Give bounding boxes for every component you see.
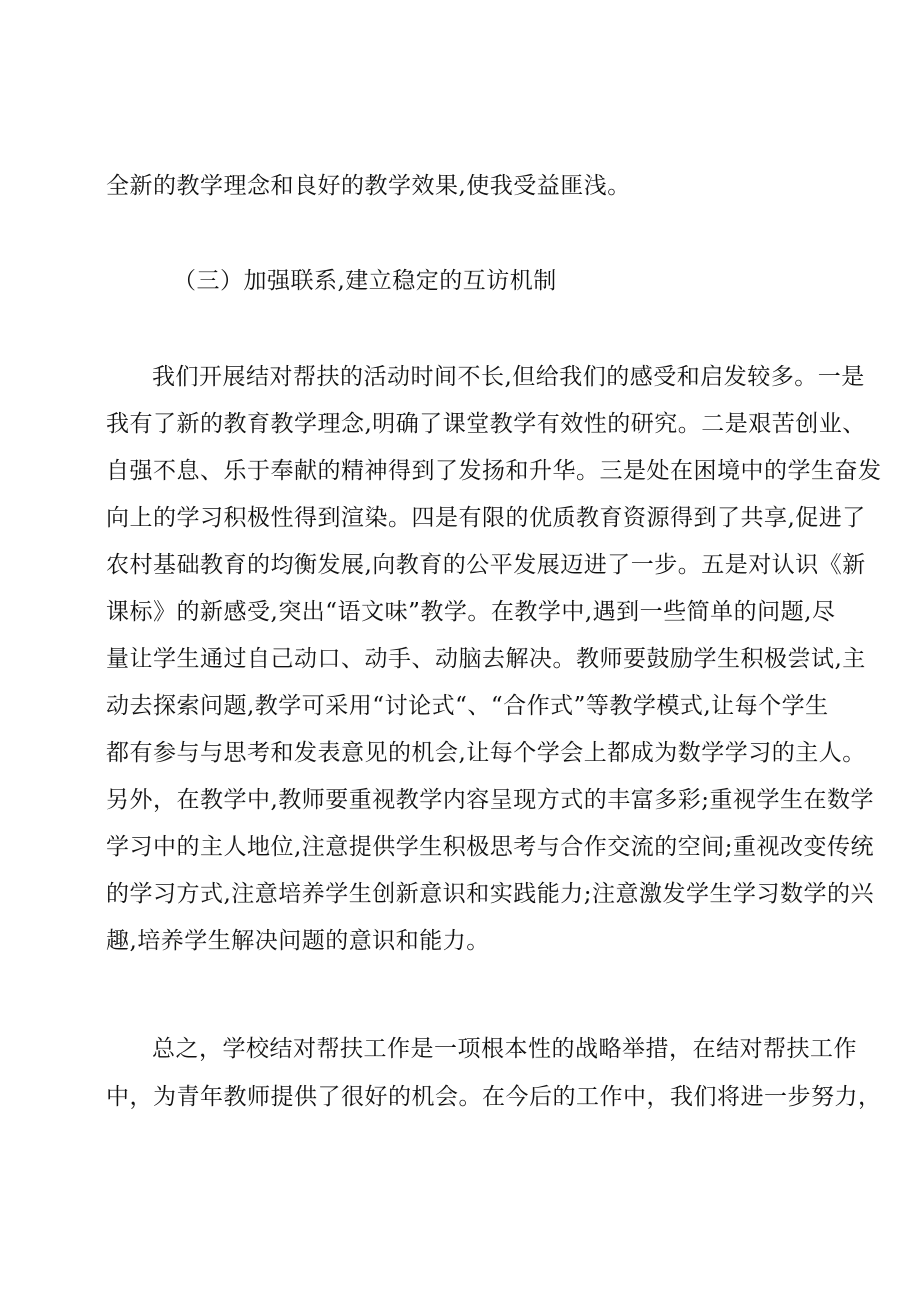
paragraph-line: 自强不息、乐于奉献的精神得到了发扬和升华。三是处在困境中的学生奋发 [106, 458, 882, 484]
paragraph-line: 另外，在教学中,教师要重视教学内容呈现方式的丰富多彩;重视学生在数学 [106, 787, 875, 813]
paragraph-line: 总之，学校结对帮扶工作是一项根本性的战略举措，在结对帮扶工作 [152, 1036, 857, 1062]
paragraph-line: 我们开展结对帮扶的活动时间不长,但给我们的感受和启发较多。一是 [152, 364, 865, 390]
paragraph-line: 动去探索问题,教学可采用“讨论式“、“合作式”等教学模式,让每个学生 [106, 693, 829, 719]
paragraph-line: 课标》的新感受,突出“语文味”教学。在教学中,遇到一些简单的问题,尽 [106, 599, 836, 625]
paragraph-line: 向上的学习积极性得到渲染。四是有限的优质教育资源得到了共享,促进了 [106, 505, 866, 531]
paragraph-line: 农村基础教育的均衡发展,向教育的公平发展迈进了一步。五是对认识《新 [106, 552, 866, 578]
paragraph-line: 中，为青年教师提供了很好的机会。在今后的工作中，我们将进一步努力， [106, 1084, 882, 1110]
section-heading: （三）加强联系,建立稳定的互访机制 [173, 268, 557, 294]
paragraph-line: 量让学生通过自己动口、动手、动脑去解决。教师要鼓励学生积极尝试,主 [106, 646, 866, 672]
paragraph-line: 趣,培养学生解决问题的意识和能力。 [106, 928, 490, 954]
paragraph-line: 学习中的主人地位,注意提供学生积极思考与合作交流的空间;重视改变传统 [106, 834, 875, 860]
paragraph-line: 都有参与与思考和发表意见的机会,让每个学会上都成为数学学习的主人。 [106, 740, 866, 766]
paragraph-line: 的学习方式,注意培养学生创新意识和实践能力;注意激发学生学习数学的兴 [106, 881, 875, 907]
paragraph-line: 我有了新的教育教学理念,明确了课堂教学有效性的研究。二是艰苦创业、 [106, 411, 866, 437]
intro-line: 全新的教学理念和良好的教学效果,使我受益匪浅。 [106, 173, 631, 199]
